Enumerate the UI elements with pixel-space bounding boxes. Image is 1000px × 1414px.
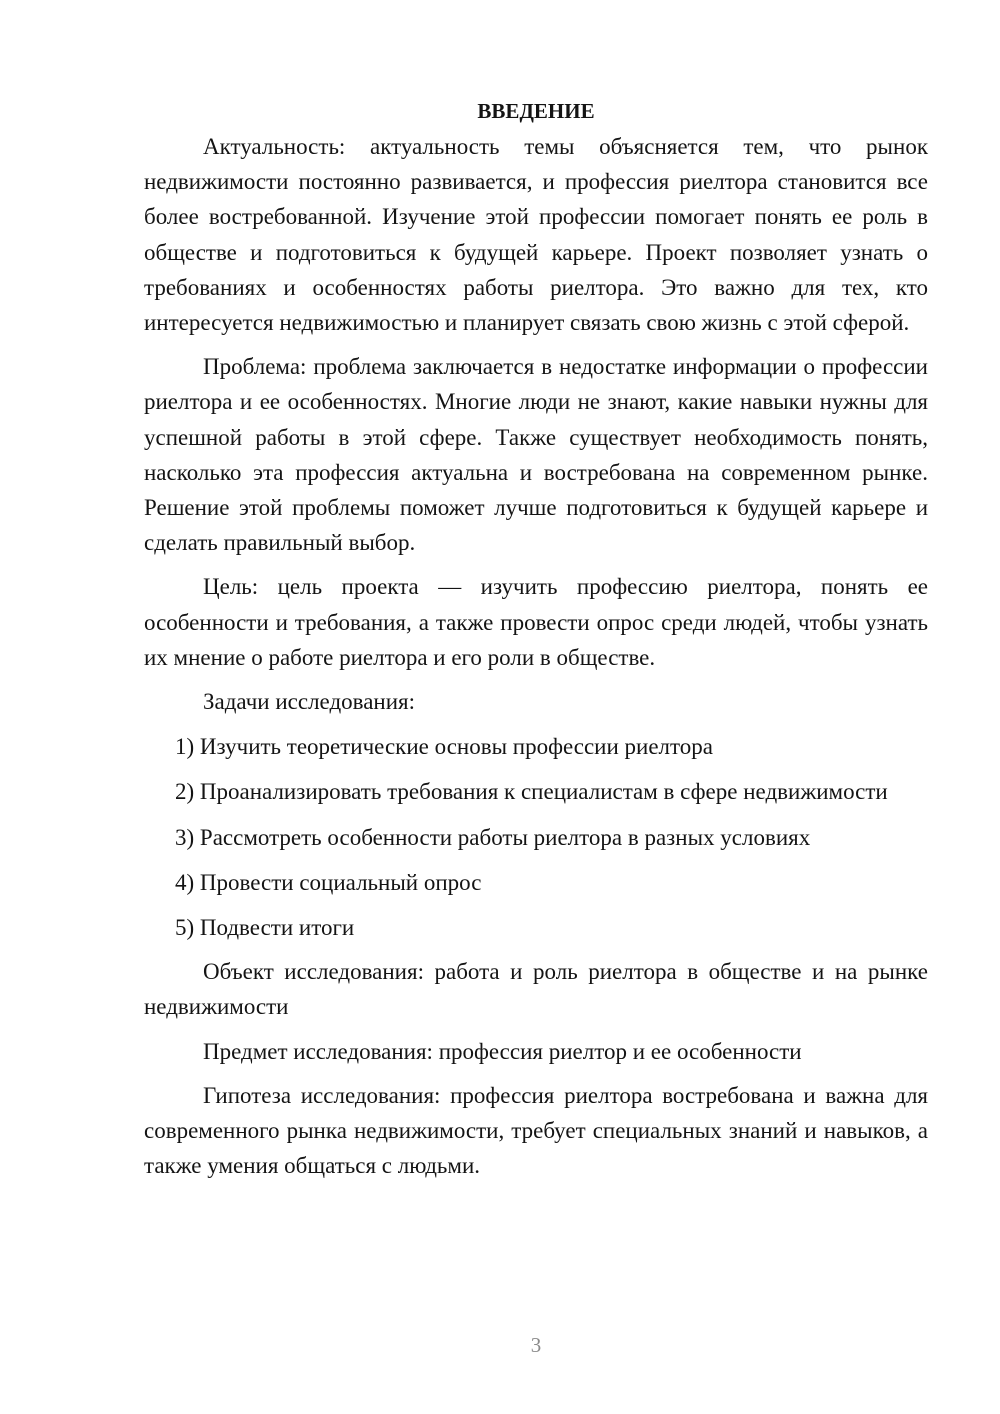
paragraph-hypothesis: Гипотеза исследования: профессия риелтора востребована и важна для современного рынка недвижимости, требует специальных знаний и навыков, а также умения общаться с людьми. xyxy=(144,1082,928,1179)
task-item-5: 5) Подвести итоги xyxy=(175,915,355,941)
paragraph-subject: Предмет исследования: профессия риелтор и ее особенности xyxy=(203,1038,802,1064)
tasks-intro: Задачи исследования: xyxy=(203,689,416,715)
task-item-2: 2) Проанализировать требования к специалистам в сфере недвижимости xyxy=(175,779,888,805)
paragraph-object: Объект исследования: работа и роль риелтора в обществе и на рынке недвижимости xyxy=(144,959,928,1020)
task-item-3: 3) Рассмотреть особенности работы риелтора в разных условиях xyxy=(175,824,811,850)
document-page xyxy=(144,94,928,1183)
paragraph-goal: Цель: цель проекта — изучить профессию риелтора, понять ее особенности и требования, а также провести опрос среди людей, чтобы узнать их мнение о работе риелтора и его роли в обществе. xyxy=(144,574,928,670)
page-number: 3 xyxy=(530,1333,542,1357)
section-heading: ВВЕДЕНИЕ xyxy=(477,99,595,123)
paragraph-problem: Проблема: проблема заключается в недостатке информации о профессии риелтора и ее особенностях. Многие люди не знают, какие навыки нужны для успешной работы в этой сфере. Также существует необходимость понять, насколько эта профессия актуальна и востребована на современном рынке. Решение этой проблемы поможет лучше подготовиться к будущей карьере и сделать правильный выбор. xyxy=(144,354,928,556)
paragraph-relevance: Актуальность: актуальность темы объясняется тем, что рынок недвижимости постоянно развивается, и профессия риелтора становится все более востребованной. Изучение этой профессии помогает понять ее роль в обществе и подготовиться к будущей карьере. Проект позволяет узнать о требованиях и особенностях работы риелтора. Это важно для тех, кто интересуется недвижимостью и планирует связать свою жизнь с этой сферой. xyxy=(144,134,928,336)
task-item-1: 1) Изучить теоретические основы профессии риелтора xyxy=(175,734,713,760)
task-item-4: 4) Провести социальный опрос xyxy=(175,869,482,895)
